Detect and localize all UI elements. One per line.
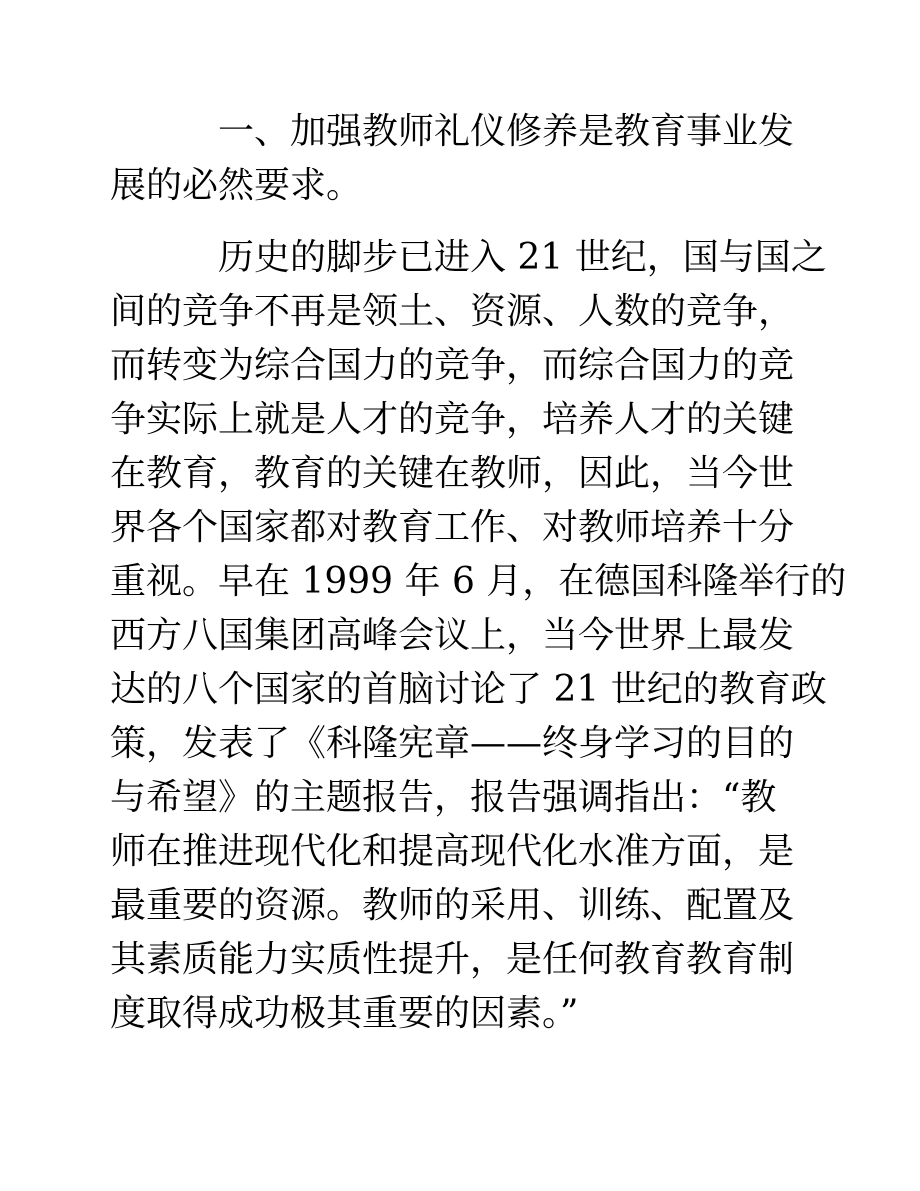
paragraph-2-line-2: 间的竞争不再是领土、资源、人数的竞争， [110,291,795,332]
paragraph-2-line-4: 争实际上就是人才的竞争，培养人才的关键 [110,399,795,440]
paragraph-2-line-6: 界各个国家都对教育工作、对教师培养十分 [110,507,795,548]
paragraph-1-line-2: 展的必然要求。 [110,165,363,206]
paragraph-2-line-8: 西方八国集团高峰会议上，当今世界上最发 [110,615,795,656]
paragraph-1-line-1: 一、加强教师礼仪修养是教育事业发 [218,111,795,152]
paragraph-2-line-1: 历史的脚步已进入 21 世纪，国与国之 [218,237,827,278]
paragraph-2-line-7: 重视。早在 1999 年 6 月，在德国科隆举行的 [110,561,847,602]
paragraph-2-line-11: 与希望》的主题报告，报告强调指出：“教 [110,777,777,818]
paragraph-2-line-5: 在教育，教育的关键在教师，因此，当今世 [110,453,795,494]
paragraph-2-line-14: 其素质能力实质性提升，是任何教育教育制 [110,939,795,980]
paragraph-2-line-9: 达的八个国家的首脑讨论了 21 世纪的教育政 [110,669,827,710]
paragraph-2-line-15: 度取得成功极其重要的因素。” [110,993,579,1034]
paragraph-2-line-10: 策，发表了《科隆宪章——终身学习的目的 [110,723,795,764]
paragraph-2-line-3: 而转变为综合国力的竞争，而综合国力的竞 [110,345,795,386]
paragraph-2-line-12: 师在推进现代化和提高现代化水准方面，是 [110,831,795,872]
paragraph-2-line-13: 最重要的资源。教师的采用、训练、配置及 [110,885,795,926]
